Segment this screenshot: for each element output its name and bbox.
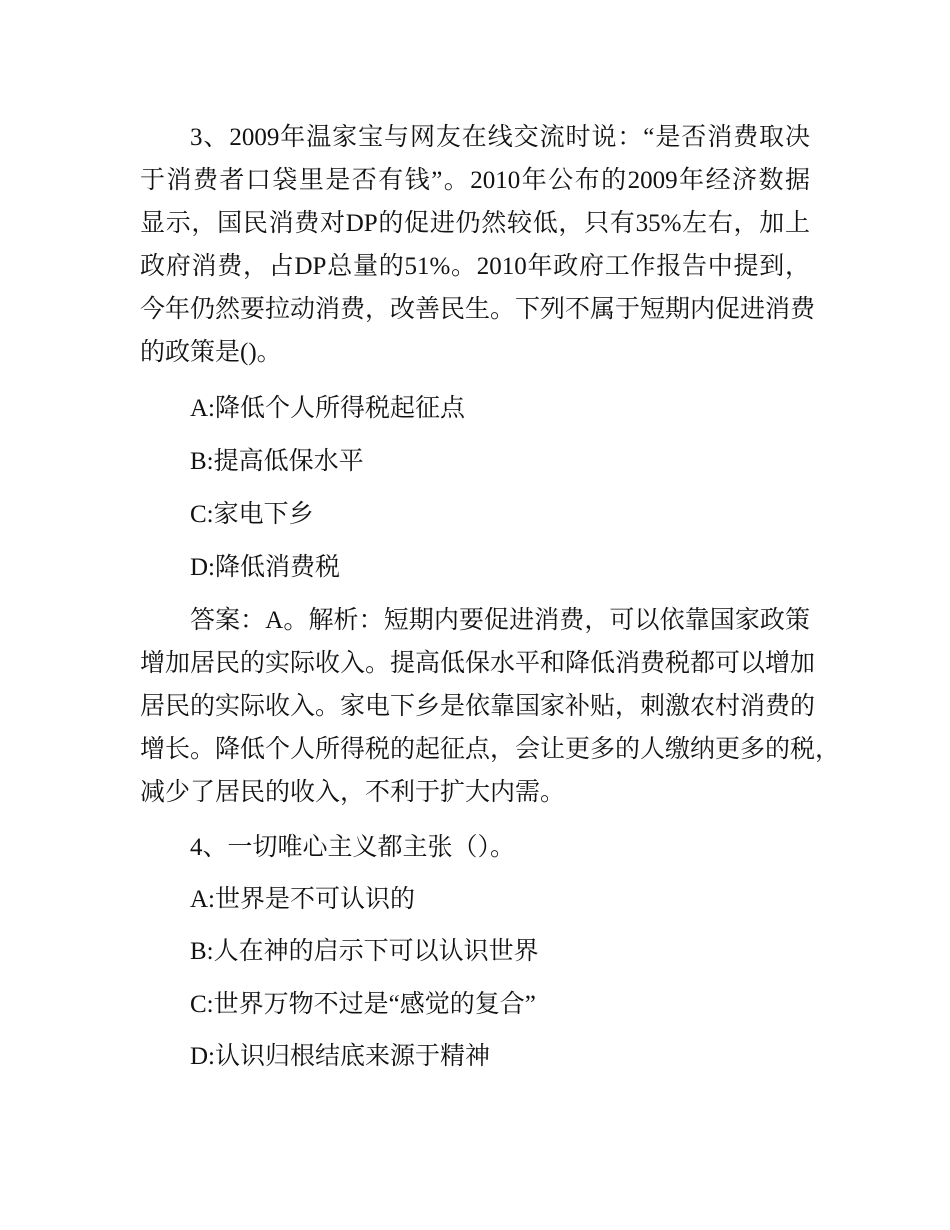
- question-text-line: 今年仍然要拉动消费，改善民生。下列不属于短期内促进消费: [140, 296, 816, 323]
- answer-line: 增加居民的实际收入。提高低保水平和降低消费税都可以增加: [140, 650, 816, 677]
- question-text: 4、一切唯心主义都主张（）。: [190, 834, 516, 861]
- question-text-line: 于消费者口袋里是否有钱”。2010年公布的2009年经济数据: [140, 167, 810, 194]
- option-c: C:世界万物不过是“感觉的复合”: [190, 991, 536, 1018]
- option-c: C:家电下乡: [190, 501, 314, 528]
- option-b: B:人在神的启示下可以认识世界: [190, 938, 539, 965]
- answer-line: 答案：A。解析：短期内要促进消费，可以依靠国家政策: [190, 607, 810, 634]
- answer-line: 减少了居民的收入，不利于扩大内需。: [140, 779, 566, 806]
- option-d: D:认识归根结底来源于精神: [190, 1043, 491, 1070]
- answer-line: 增长。降低个人所得税的起征点，会让更多的人缴纳更多的税，: [140, 736, 841, 763]
- question-text-line: 显示，国民消费对DP的促进仍然较低，只有35%左右，加上: [140, 210, 810, 237]
- option-a: A:世界是不可认识的: [190, 886, 416, 913]
- answer-line: 居民的实际收入。家电下乡是依靠国家补贴，刺激农村消费的: [140, 693, 816, 720]
- question-text-line: 的政策是()。: [140, 339, 282, 366]
- option-a: A:降低个人所得税起征点: [190, 395, 466, 422]
- option-d: D:降低消费税: [190, 554, 341, 581]
- question-text-line: 3、2009年温家宝与网友在线交流时说：“是否消费取决: [190, 124, 810, 151]
- option-b: B:提高低保水平: [190, 448, 364, 475]
- question-text-line: 政府消费，占DP总量的51%。2010年政府工作报告中提到，: [140, 253, 810, 280]
